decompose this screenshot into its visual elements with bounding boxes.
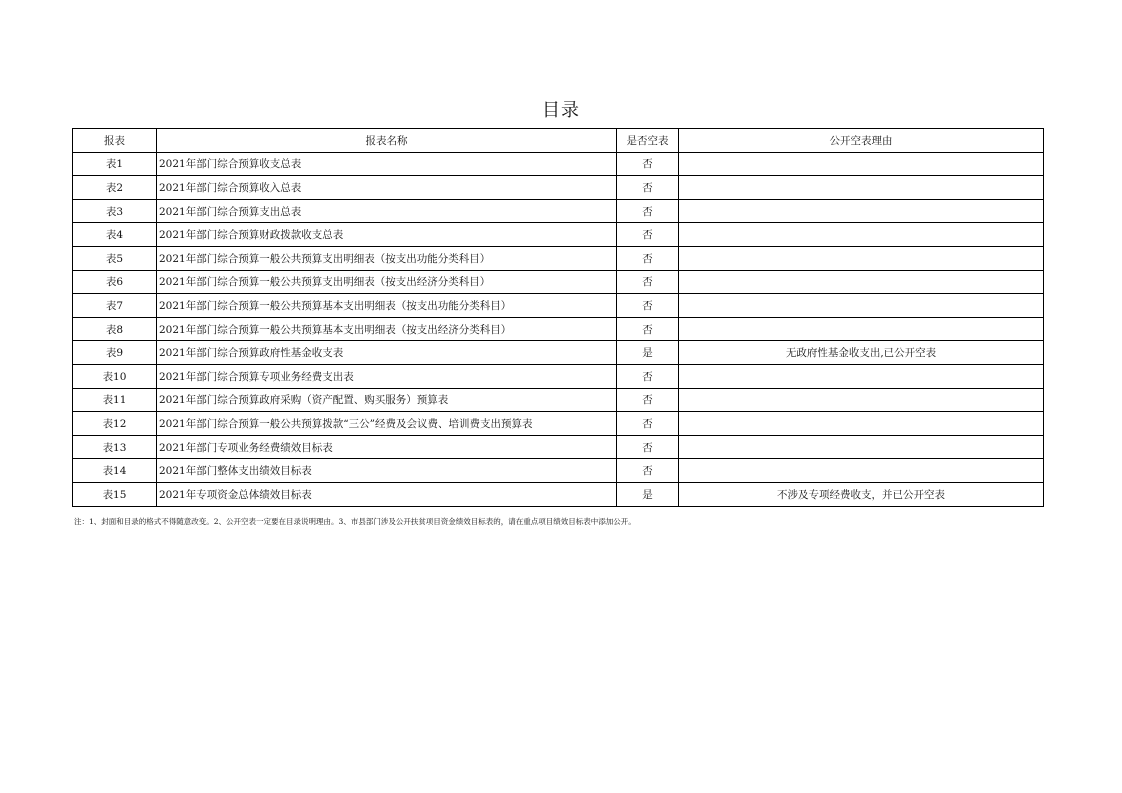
- table-row: [73, 388, 1044, 412]
- is-empty-cell: 否: [617, 412, 679, 436]
- report-no-cell: 表3: [73, 199, 157, 223]
- table-row: [73, 317, 1044, 341]
- table-row: [73, 199, 1044, 223]
- report-name-cell: 2021年部门综合预算收支总表: [157, 152, 617, 176]
- empty-reason-cell: [679, 176, 1044, 200]
- report-no-cell: 表4: [73, 223, 157, 247]
- table-row: [73, 341, 1044, 365]
- report-name-cell: 2021年部门综合预算支出总表: [157, 199, 617, 223]
- empty-reason-cell: [679, 294, 1044, 318]
- report-no-cell: 表14: [73, 459, 157, 483]
- is-empty-cell: 否: [617, 388, 679, 412]
- header-report-no: 报表: [73, 129, 157, 153]
- empty-reason-cell: [679, 435, 1044, 459]
- toc-table: [72, 128, 1044, 507]
- table-row: [73, 412, 1044, 436]
- report-no-cell: 表15: [73, 482, 157, 506]
- empty-reason-cell: [679, 246, 1044, 270]
- header-empty-reason: 公开空表理由: [679, 129, 1044, 153]
- table-row: [73, 223, 1044, 247]
- empty-reason-cell: [679, 412, 1044, 436]
- table-row: [73, 270, 1044, 294]
- empty-reason-cell: [679, 317, 1044, 341]
- report-no-cell: 表13: [73, 435, 157, 459]
- table-row: [73, 152, 1044, 176]
- report-name-cell: 2021年部门综合预算一般公共预算拨款“三公”经费及会议费、培训费支出预算表: [157, 412, 617, 436]
- table-row: [73, 294, 1044, 318]
- report-name-cell: 2021年部门专项业务经费绩效目标表: [157, 435, 617, 459]
- report-name-cell: 2021年部门整体支出绩效目标表: [157, 459, 617, 483]
- table-row: [73, 482, 1044, 506]
- header-is-empty: 是否空表: [617, 129, 679, 153]
- report-no-cell: 表7: [73, 294, 157, 318]
- is-empty-cell: 是: [617, 341, 679, 365]
- empty-reason-cell: [679, 152, 1044, 176]
- is-empty-cell: 否: [617, 294, 679, 318]
- report-no-cell: 表6: [73, 270, 157, 294]
- table-body: [73, 152, 1044, 506]
- report-no-cell: 表9: [73, 341, 157, 365]
- report-name-cell: 2021年部门综合预算一般公共预算基本支出明细表（按支出经济分类科目）: [157, 317, 617, 341]
- report-name-cell: 2021年专项资金总体绩效目标表: [157, 482, 617, 506]
- report-name-cell: 2021年部门综合预算专项业务经费支出表: [157, 364, 617, 388]
- is-empty-cell: 否: [617, 152, 679, 176]
- table-row: [73, 459, 1044, 483]
- empty-reason-cell: [679, 199, 1044, 223]
- empty-reason-cell: [679, 364, 1044, 388]
- report-no-cell: 表10: [73, 364, 157, 388]
- empty-reason-cell: [679, 223, 1044, 247]
- table-row: [73, 246, 1044, 270]
- table-row: [73, 435, 1044, 459]
- is-empty-cell: 否: [617, 246, 679, 270]
- footnote: 注：1、封面和目录的格式不得随意改变。2、公开空表一定要在目录说明理由。3、市县部门涉及公开扶贫项目资金绩效目标表的，请在重点项目绩效目标表中添加公开。: [74, 517, 636, 526]
- report-no-cell: 表5: [73, 246, 157, 270]
- is-empty-cell: 否: [617, 176, 679, 200]
- report-name-cell: 2021年部门综合预算财政拨款收支总表: [157, 223, 617, 247]
- empty-reason-cell: 不涉及专项经费收支，并已公开空表: [679, 482, 1044, 506]
- empty-reason-cell: 无政府性基金收支出,已公开空表: [679, 341, 1044, 365]
- report-no-cell: 表1: [73, 152, 157, 176]
- report-name-cell: 2021年部门综合预算政府采购（资产配置、购买服务）预算表: [157, 388, 617, 412]
- report-no-cell: 表11: [73, 388, 157, 412]
- is-empty-cell: 否: [617, 199, 679, 223]
- is-empty-cell: 否: [617, 459, 679, 483]
- is-empty-cell: 否: [617, 435, 679, 459]
- report-name-cell: 2021年部门综合预算一般公共预算基本支出明细表（按支出功能分类科目）: [157, 294, 617, 318]
- report-name-cell: 2021年部门综合预算一般公共预算支出明细表（按支出经济分类科目）: [157, 270, 617, 294]
- report-no-cell: 表8: [73, 317, 157, 341]
- is-empty-cell: 否: [617, 223, 679, 247]
- report-name-cell: 2021年部门综合预算一般公共预算支出明细表（按支出功能分类科目）: [157, 246, 617, 270]
- report-name-cell: 2021年部门综合预算政府性基金收支表: [157, 341, 617, 365]
- is-empty-cell: 否: [617, 270, 679, 294]
- empty-reason-cell: [679, 459, 1044, 483]
- empty-reason-cell: [679, 388, 1044, 412]
- report-no-cell: 表12: [73, 412, 157, 436]
- table-row: [73, 364, 1044, 388]
- report-no-cell: 表2: [73, 176, 157, 200]
- empty-reason-cell: [679, 270, 1044, 294]
- header-report-name: 报表名称: [157, 129, 617, 153]
- is-empty-cell: 否: [617, 364, 679, 388]
- table-header-row: [73, 129, 1044, 153]
- report-name-cell: 2021年部门综合预算收入总表: [157, 176, 617, 200]
- is-empty-cell: 否: [617, 317, 679, 341]
- page-title: 目录: [542, 100, 580, 121]
- is-empty-cell: 是: [617, 482, 679, 506]
- table-row: [73, 176, 1044, 200]
